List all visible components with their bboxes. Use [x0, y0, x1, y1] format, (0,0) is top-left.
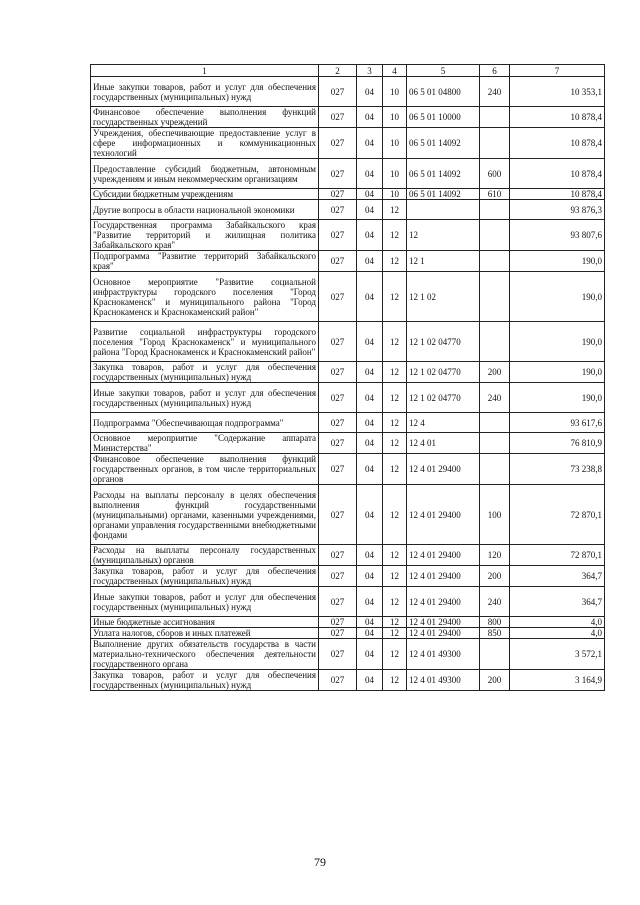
row-expense-type: 800	[480, 617, 510, 628]
header-col-5: 5	[407, 65, 480, 77]
table-row	[91, 189, 605, 200]
row-amount: 93 807,6	[510, 220, 605, 251]
row-name: Уплата налогов, сборов и иных платежей	[91, 628, 319, 639]
budget-table	[90, 64, 605, 691]
row-name: Иные бюджетные ассигнования	[91, 617, 319, 628]
row-amount: 93 876,3	[510, 200, 605, 220]
row-ministry-code: 027	[319, 159, 357, 189]
row-expense-type	[480, 454, 510, 485]
row-target-item	[407, 200, 480, 220]
row-name: Основное мероприятие "Развитие социальной инфраструктуры городского поселения "Город Краснокаменск" и муниципального района "Город Краснокаменск и Краснокаменский район"	[91, 272, 319, 322]
row-section: 04	[357, 628, 383, 639]
row-target-item: 12 4 01	[407, 433, 480, 454]
table-row	[91, 383, 605, 413]
row-expense-type	[480, 251, 510, 272]
row-amount: 190,0	[510, 272, 605, 322]
row-subsection: 10	[383, 159, 407, 189]
row-expense-type	[480, 272, 510, 322]
table-row	[91, 433, 605, 454]
row-name: Закупка товаров, работ и услуг для обеспечения государственных (муниципальных) нужд	[91, 566, 319, 587]
row-amount: 4,0	[510, 617, 605, 628]
row-subsection: 12	[383, 200, 407, 220]
row-name: Закупка товаров, работ и услуг для обеспечения государственных (муниципальных) нужд	[91, 362, 319, 383]
row-ministry-code: 027	[319, 566, 357, 587]
row-section: 04	[357, 77, 383, 107]
row-subsection: 12	[383, 628, 407, 639]
table-row	[91, 413, 605, 433]
header-col-7: 7	[510, 65, 605, 77]
row-expense-type: 200	[480, 670, 510, 691]
row-name: Финансовое обеспечение выполнения функций государственных учреждений	[91, 107, 319, 128]
table-row	[91, 639, 605, 670]
row-name: Иные закупки товаров, работ и услуг для обеспечения государственных (муниципальных) нужд	[91, 587, 319, 617]
row-target-item: 12 4 01 29400	[407, 587, 480, 617]
row-target-item: 06 5 01 14092	[407, 159, 480, 189]
row-section: 04	[357, 200, 383, 220]
table-row	[91, 200, 605, 220]
row-amount: 73 238,8	[510, 454, 605, 485]
row-amount: 10 878,4	[510, 159, 605, 189]
row-ministry-code: 027	[319, 485, 357, 545]
row-expense-type: 120	[480, 545, 510, 566]
row-name: Учреждения, обеспечивающие предоставление услуг в сфере информационных и коммуникационных технологий	[91, 128, 319, 159]
row-ministry-code: 027	[319, 107, 357, 128]
table-row	[91, 272, 605, 322]
row-subsection: 12	[383, 413, 407, 433]
row-subsection: 12	[383, 454, 407, 485]
row-section: 04	[357, 587, 383, 617]
row-subsection: 12	[383, 322, 407, 362]
row-expense-type	[480, 413, 510, 433]
row-section: 04	[357, 454, 383, 485]
row-ministry-code: 027	[319, 670, 357, 691]
row-amount: 364,7	[510, 566, 605, 587]
row-ministry-code: 027	[319, 639, 357, 670]
row-subsection: 12	[383, 566, 407, 587]
row-ministry-code: 027	[319, 362, 357, 383]
row-name: Предоставление субсидий бюджетным, автономным учреждениям и иным некоммерческим организациям	[91, 159, 319, 189]
row-section: 04	[357, 272, 383, 322]
row-expense-type: 240	[480, 77, 510, 107]
row-section: 04	[357, 383, 383, 413]
row-ministry-code: 027	[319, 128, 357, 159]
table-row	[91, 566, 605, 587]
row-name: Подпрограмма "Развитие территорий Забайкальского края"	[91, 251, 319, 272]
table-row	[91, 587, 605, 617]
row-target-item: 12 4 01 29400	[407, 628, 480, 639]
row-target-item: 06 5 01 14092	[407, 128, 480, 159]
table-row	[91, 617, 605, 628]
row-ministry-code: 027	[319, 545, 357, 566]
row-expense-type: 850	[480, 628, 510, 639]
row-subsection: 12	[383, 220, 407, 251]
header-col-1: 1	[91, 65, 319, 77]
row-expense-type: 240	[480, 383, 510, 413]
row-subsection: 12	[383, 433, 407, 454]
table-row	[91, 545, 605, 566]
row-name: Закупка товаров, работ и услуг для обеспечения государственных (муниципальных) нужд	[91, 670, 319, 691]
row-amount: 364,7	[510, 587, 605, 617]
row-amount: 4,0	[510, 628, 605, 639]
row-expense-type	[480, 220, 510, 251]
table-row	[91, 485, 605, 545]
header-col-2: 2	[319, 65, 357, 77]
budget-table-container	[90, 64, 605, 691]
row-name: Развитие социальной инфраструктуры городского поселения "Город Краснокаменск" и муниципального района "Город Краснокаменск и Краснокаменский район"	[91, 322, 319, 362]
row-section: 04	[357, 251, 383, 272]
row-target-item: 12 4 01 49300	[407, 670, 480, 691]
row-subsection: 12	[383, 670, 407, 691]
table-row	[91, 107, 605, 128]
row-ministry-code: 027	[319, 433, 357, 454]
header-col-6: 6	[480, 65, 510, 77]
row-amount: 190,0	[510, 362, 605, 383]
row-amount: 3 572,1	[510, 639, 605, 670]
row-ministry-code: 027	[319, 77, 357, 107]
row-section: 04	[357, 545, 383, 566]
row-subsection: 10	[383, 128, 407, 159]
row-expense-type: 600	[480, 159, 510, 189]
row-target-item: 12 4 01 49300	[407, 639, 480, 670]
table-row	[91, 322, 605, 362]
row-amount: 10 878,4	[510, 107, 605, 128]
row-subsection: 10	[383, 189, 407, 200]
row-section: 04	[357, 159, 383, 189]
row-amount: 10 878,4	[510, 128, 605, 159]
row-expense-type: 610	[480, 189, 510, 200]
row-subsection: 12	[383, 362, 407, 383]
row-amount: 190,0	[510, 251, 605, 272]
row-target-item: 12 4 01 29400	[407, 545, 480, 566]
row-name: Подпрограмма "Обеспечивающая подпрограмма"	[91, 413, 319, 433]
header-row	[91, 65, 605, 77]
row-target-item: 12 4 01 29400	[407, 566, 480, 587]
header-col-4: 4	[383, 65, 407, 77]
row-section: 04	[357, 617, 383, 628]
row-section: 04	[357, 220, 383, 251]
row-amount: 72 870,1	[510, 485, 605, 545]
row-expense-type	[480, 639, 510, 670]
row-ministry-code: 027	[319, 628, 357, 639]
row-name: Государственная программа Забайкальского края "Развитие территорий и жилищная политика Забайкальского края"	[91, 220, 319, 251]
row-target-item: 06 5 01 14092	[407, 189, 480, 200]
row-ministry-code: 027	[319, 220, 357, 251]
row-amount: 3 164,9	[510, 670, 605, 691]
row-name: Иные закупки товаров, работ и услуг для обеспечения государственных (муниципальных) нужд	[91, 77, 319, 107]
row-name: Расходы на выплаты персоналу государственных (муниципальных) органов	[91, 545, 319, 566]
row-name: Другие вопросы в области национальной экономики	[91, 200, 319, 220]
row-amount: 76 810,9	[510, 433, 605, 454]
row-ministry-code: 027	[319, 587, 357, 617]
row-subsection: 12	[383, 485, 407, 545]
row-ministry-code: 027	[319, 413, 357, 433]
row-target-item: 12 4 01 29400	[407, 454, 480, 485]
row-target-item: 12 1	[407, 251, 480, 272]
table-row	[91, 220, 605, 251]
row-target-item: 12 1 02 04770	[407, 383, 480, 413]
row-target-item: 12 4	[407, 413, 480, 433]
row-expense-type	[480, 322, 510, 362]
row-target-item: 06 5 01 10000	[407, 107, 480, 128]
table-row	[91, 251, 605, 272]
row-expense-type	[480, 128, 510, 159]
table-row	[91, 628, 605, 639]
row-expense-type: 100	[480, 485, 510, 545]
row-section: 04	[357, 189, 383, 200]
row-name: Расходы на выплаты персоналу в целях обеспечения выполнения функций государственными (муниципальными) органами, казенными учреждениями, органами управления государственными внебюджетными фондами	[91, 485, 319, 545]
row-ministry-code: 027	[319, 454, 357, 485]
row-name: Финансовое обеспечение выполнения функций государственных органов, в том числе территориальных органов	[91, 454, 319, 485]
row-subsection: 12	[383, 545, 407, 566]
row-section: 04	[357, 413, 383, 433]
row-ministry-code: 027	[319, 272, 357, 322]
table-row	[91, 362, 605, 383]
row-amount: 10 878,4	[510, 189, 605, 200]
page-number: 79	[314, 855, 326, 869]
row-subsection: 12	[383, 272, 407, 322]
row-subsection: 12	[383, 251, 407, 272]
row-target-item: 06 5 01 04800	[407, 77, 480, 107]
row-expense-type	[480, 107, 510, 128]
row-expense-type: 240	[480, 587, 510, 617]
row-expense-type	[480, 200, 510, 220]
row-section: 04	[357, 433, 383, 454]
table-row	[91, 454, 605, 485]
row-section: 04	[357, 639, 383, 670]
row-section: 04	[357, 322, 383, 362]
table-row	[91, 128, 605, 159]
row-amount: 93 617,6	[510, 413, 605, 433]
row-amount: 10 353,1	[510, 77, 605, 107]
row-expense-type: 200	[480, 566, 510, 587]
table-row	[91, 670, 605, 691]
row-amount: 190,0	[510, 322, 605, 362]
row-target-item: 12 4 01 29400	[407, 617, 480, 628]
row-amount: 190,0	[510, 383, 605, 413]
row-ministry-code: 027	[319, 200, 357, 220]
row-subsection: 12	[383, 639, 407, 670]
row-section: 04	[357, 128, 383, 159]
row-expense-type	[480, 433, 510, 454]
row-subsection: 12	[383, 383, 407, 413]
table-row	[91, 77, 605, 107]
row-ministry-code: 027	[319, 383, 357, 413]
row-expense-type: 200	[480, 362, 510, 383]
row-section: 04	[357, 107, 383, 128]
row-name: Основное мероприятие "Содержание аппарата Министерства"	[91, 433, 319, 454]
row-section: 04	[357, 566, 383, 587]
row-target-item: 12	[407, 220, 480, 251]
row-target-item: 12 1 02 04770	[407, 322, 480, 362]
row-ministry-code: 027	[319, 189, 357, 200]
row-subsection: 10	[383, 77, 407, 107]
row-ministry-code: 027	[319, 322, 357, 362]
table-row	[91, 159, 605, 189]
row-subsection: 12	[383, 587, 407, 617]
row-ministry-code: 027	[319, 617, 357, 628]
row-section: 04	[357, 670, 383, 691]
row-amount: 72 870,1	[510, 545, 605, 566]
row-subsection: 12	[383, 617, 407, 628]
row-name: Выполнение других обязательств государства в части материально-технического обеспечения деятельности государственного органа	[91, 639, 319, 670]
row-target-item: 12 1 02	[407, 272, 480, 322]
header-col-3: 3	[357, 65, 383, 77]
row-section: 04	[357, 485, 383, 545]
row-target-item: 12 1 02 04770	[407, 362, 480, 383]
row-subsection: 10	[383, 107, 407, 128]
row-name: Иные закупки товаров, работ и услуг для обеспечения государственных (муниципальных) нужд	[91, 383, 319, 413]
row-name: Субсидии бюджетным учреждениям	[91, 189, 319, 200]
row-section: 04	[357, 362, 383, 383]
row-target-item: 12 4 01 29400	[407, 485, 480, 545]
row-ministry-code: 027	[319, 251, 357, 272]
